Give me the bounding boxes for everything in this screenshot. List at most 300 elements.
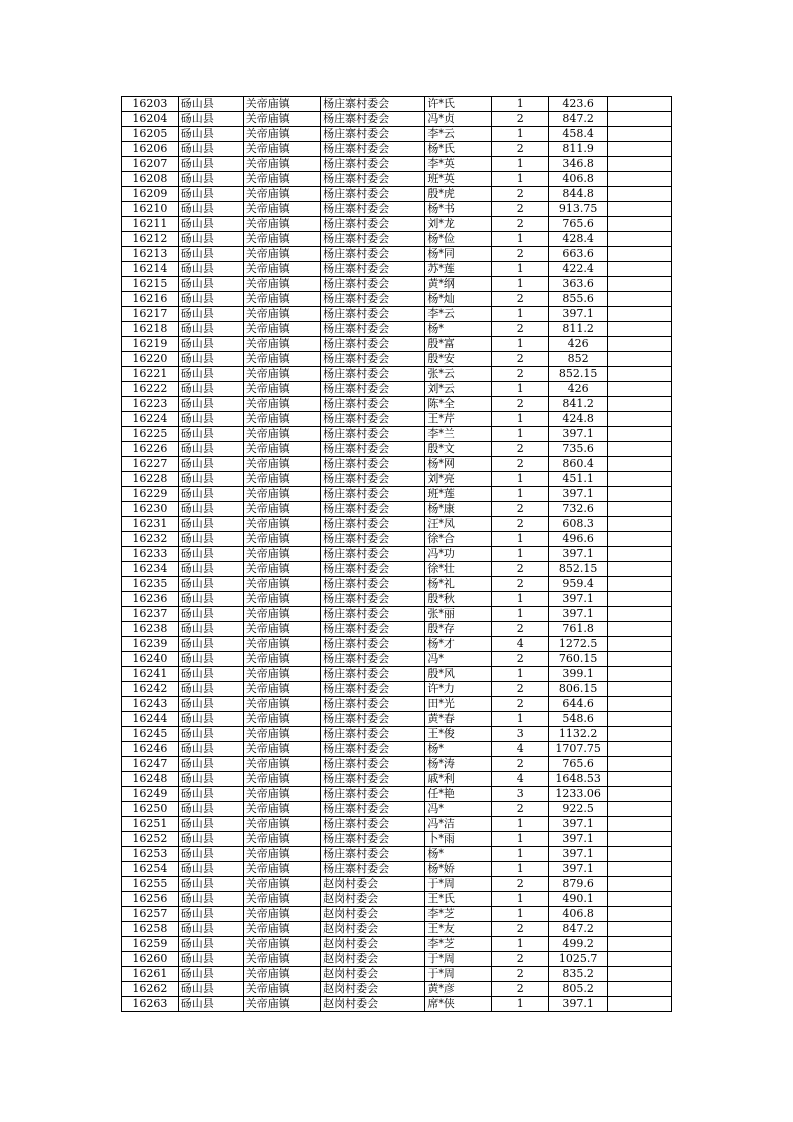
county-cell: 砀山县: [178, 292, 243, 307]
table-row: [122, 307, 672, 322]
table-row: [122, 247, 672, 262]
county-cell: 砀山县: [178, 562, 243, 577]
amount-cell: 735.6: [549, 442, 608, 457]
village-cell: 杨庄寨村委会: [321, 742, 425, 757]
table-row: [122, 562, 672, 577]
county-cell: 砀山县: [178, 262, 243, 277]
table-row: [122, 547, 672, 562]
name-cell: 杨*氏: [425, 142, 492, 157]
row-id-cell: 16255: [122, 877, 179, 892]
household-count-cell: 2: [492, 967, 549, 982]
row-id-cell: 16231: [122, 517, 179, 532]
amount-cell: 397.1: [549, 427, 608, 442]
name-cell: 苏*莲: [425, 262, 492, 277]
county-cell: 砀山县: [178, 502, 243, 517]
amount-cell: 397.1: [549, 862, 608, 877]
blank-cell: [607, 577, 671, 592]
blank-cell: [607, 337, 671, 352]
county-cell: 砀山县: [178, 877, 243, 892]
table-row: [122, 367, 672, 382]
household-count-cell: 2: [492, 802, 549, 817]
row-id-cell: 16248: [122, 772, 179, 787]
row-id-cell: 16247: [122, 757, 179, 772]
village-cell: 杨庄寨村委会: [321, 862, 425, 877]
blank-cell: [607, 292, 671, 307]
name-cell: 于*周: [425, 952, 492, 967]
amount-cell: 346.8: [549, 157, 608, 172]
table-row: [122, 697, 672, 712]
town-cell: 关帝庙镇: [243, 937, 320, 952]
household-count-cell: 1: [492, 232, 549, 247]
name-cell: 卜*雨: [425, 832, 492, 847]
county-cell: 砀山县: [178, 307, 243, 322]
village-cell: 杨庄寨村委会: [321, 292, 425, 307]
village-cell: 杨庄寨村委会: [321, 322, 425, 337]
village-cell: 杨庄寨村委会: [321, 757, 425, 772]
household-count-cell: 2: [492, 352, 549, 367]
county-cell: 砀山县: [178, 517, 243, 532]
town-cell: 关帝庙镇: [243, 637, 320, 652]
name-cell: 杨*娇: [425, 862, 492, 877]
town-cell: 关帝庙镇: [243, 952, 320, 967]
row-id-cell: 16249: [122, 787, 179, 802]
row-id-cell: 16221: [122, 367, 179, 382]
county-cell: 砀山县: [178, 622, 243, 637]
blank-cell: [607, 802, 671, 817]
name-cell: 殷*存: [425, 622, 492, 637]
table-row: [122, 757, 672, 772]
table-row: [122, 907, 672, 922]
table-row: [122, 457, 672, 472]
household-count-cell: 1: [492, 382, 549, 397]
town-cell: 关帝庙镇: [243, 907, 320, 922]
town-cell: 关帝庙镇: [243, 202, 320, 217]
table-row: [122, 187, 672, 202]
table-row: [122, 502, 672, 517]
blank-cell: [607, 922, 671, 937]
household-count-cell: 2: [492, 397, 549, 412]
household-count-cell: 2: [492, 322, 549, 337]
village-cell: 杨庄寨村委会: [321, 697, 425, 712]
county-cell: 砀山县: [178, 652, 243, 667]
row-id-cell: 16205: [122, 127, 179, 142]
county-cell: 砀山县: [178, 472, 243, 487]
town-cell: 关帝庙镇: [243, 922, 320, 937]
table-row: [122, 607, 672, 622]
household-count-cell: 2: [492, 142, 549, 157]
household-count-cell: 1: [492, 172, 549, 187]
village-cell: 杨庄寨村委会: [321, 262, 425, 277]
county-cell: 砀山县: [178, 817, 243, 832]
town-cell: 关帝庙镇: [243, 157, 320, 172]
name-cell: 杨*网: [425, 457, 492, 472]
county-cell: 砀山县: [178, 367, 243, 382]
household-count-cell: 1: [492, 157, 549, 172]
household-count-cell: 1: [492, 937, 549, 952]
household-count-cell: 1: [492, 712, 549, 727]
household-count-cell: 1: [492, 307, 549, 322]
village-cell: 杨庄寨村委会: [321, 562, 425, 577]
blank-cell: [607, 742, 671, 757]
household-count-cell: 2: [492, 217, 549, 232]
blank-cell: [607, 937, 671, 952]
table-row: [122, 712, 672, 727]
name-cell: 戚*利: [425, 772, 492, 787]
blank-cell: [607, 532, 671, 547]
village-cell: 赵岗村委会: [321, 997, 425, 1012]
town-cell: 关帝庙镇: [243, 562, 320, 577]
row-id-cell: 16232: [122, 532, 179, 547]
county-cell: 砀山县: [178, 277, 243, 292]
name-cell: 任*艳: [425, 787, 492, 802]
name-cell: 陈*全: [425, 397, 492, 412]
table-row: [122, 967, 672, 982]
name-cell: 班*英: [425, 172, 492, 187]
county-cell: 砀山县: [178, 787, 243, 802]
table-row: [122, 577, 672, 592]
name-cell: 黄*彦: [425, 982, 492, 997]
household-count-cell: 1: [492, 847, 549, 862]
table-row: [122, 667, 672, 682]
row-id-cell: 16233: [122, 547, 179, 562]
amount-cell: 397.1: [549, 547, 608, 562]
household-count-cell: 4: [492, 772, 549, 787]
blank-cell: [607, 322, 671, 337]
county-cell: 砀山县: [178, 727, 243, 742]
table-row: [122, 442, 672, 457]
amount-cell: 397.1: [549, 592, 608, 607]
village-cell: 杨庄寨村委会: [321, 847, 425, 862]
row-id-cell: 16216: [122, 292, 179, 307]
row-id-cell: 16253: [122, 847, 179, 862]
name-cell: 张*云: [425, 367, 492, 382]
county-cell: 砀山县: [178, 847, 243, 862]
table-row: [122, 742, 672, 757]
blank-cell: [607, 697, 671, 712]
household-count-cell: 1: [492, 907, 549, 922]
county-cell: 砀山县: [178, 667, 243, 682]
name-cell: 李*兰: [425, 427, 492, 442]
household-count-cell: 3: [492, 787, 549, 802]
town-cell: 关帝庙镇: [243, 592, 320, 607]
village-cell: 杨庄寨村委会: [321, 547, 425, 562]
household-count-cell: 1: [492, 427, 549, 442]
name-cell: 许*力: [425, 682, 492, 697]
household-count-cell: 1: [492, 487, 549, 502]
household-count-cell: 1: [492, 127, 549, 142]
table-row: [122, 157, 672, 172]
village-cell: 杨庄寨村委会: [321, 112, 425, 127]
village-cell: 杨庄寨村委会: [321, 142, 425, 157]
amount-cell: 761.8: [549, 622, 608, 637]
town-cell: 关帝庙镇: [243, 352, 320, 367]
town-cell: 关帝庙镇: [243, 697, 320, 712]
name-cell: 李*英: [425, 157, 492, 172]
town-cell: 关帝庙镇: [243, 127, 320, 142]
household-count-cell: 2: [492, 682, 549, 697]
village-cell: 杨庄寨村委会: [321, 367, 425, 382]
row-id-cell: 16234: [122, 562, 179, 577]
row-id-cell: 16207: [122, 157, 179, 172]
county-cell: 砀山县: [178, 142, 243, 157]
name-cell: 徐*壮: [425, 562, 492, 577]
row-id-cell: 16212: [122, 232, 179, 247]
amount-cell: 663.6: [549, 247, 608, 262]
household-count-cell: 1: [492, 997, 549, 1012]
blank-cell: [607, 817, 671, 832]
table-row: [122, 112, 672, 127]
name-cell: 杨*涛: [425, 757, 492, 772]
household-count-cell: 4: [492, 742, 549, 757]
village-cell: 杨庄寨村委会: [321, 712, 425, 727]
town-cell: 关帝庙镇: [243, 337, 320, 352]
amount-cell: 426: [549, 337, 608, 352]
name-cell: 李*云: [425, 127, 492, 142]
blank-cell: [607, 217, 671, 232]
amount-cell: 847.2: [549, 112, 608, 127]
blank-cell: [607, 142, 671, 157]
blank-cell: [607, 712, 671, 727]
row-id-cell: 16258: [122, 922, 179, 937]
row-id-cell: 16244: [122, 712, 179, 727]
blank-cell: [607, 757, 671, 772]
row-id-cell: 16227: [122, 457, 179, 472]
household-count-cell: 3: [492, 727, 549, 742]
row-id-cell: 16228: [122, 472, 179, 487]
name-cell: 李*芝: [425, 907, 492, 922]
amount-cell: 363.6: [549, 277, 608, 292]
household-count-cell: 1: [492, 862, 549, 877]
county-cell: 砀山县: [178, 772, 243, 787]
county-cell: 砀山县: [178, 427, 243, 442]
blank-cell: [607, 967, 671, 982]
town-cell: 关帝庙镇: [243, 787, 320, 802]
household-count-cell: 2: [492, 517, 549, 532]
table-row: [122, 922, 672, 937]
row-id-cell: 16238: [122, 622, 179, 637]
town-cell: 关帝庙镇: [243, 772, 320, 787]
table-row: [122, 127, 672, 142]
name-cell: 冯*: [425, 802, 492, 817]
amount-cell: 397.1: [549, 832, 608, 847]
table-row: [122, 487, 672, 502]
blank-cell: [607, 412, 671, 427]
amount-cell: 841.2: [549, 397, 608, 412]
blank-cell: [607, 637, 671, 652]
blank-cell: [607, 367, 671, 382]
household-count-cell: 1: [492, 607, 549, 622]
name-cell: 殷*秋: [425, 592, 492, 607]
county-cell: 砀山县: [178, 937, 243, 952]
town-cell: 关帝庙镇: [243, 832, 320, 847]
village-cell: 杨庄寨村委会: [321, 682, 425, 697]
blank-cell: [607, 397, 671, 412]
blank-cell: [607, 112, 671, 127]
village-cell: 杨庄寨村委会: [321, 277, 425, 292]
village-cell: 杨庄寨村委会: [321, 172, 425, 187]
county-cell: 砀山县: [178, 352, 243, 367]
town-cell: 关帝庙镇: [243, 457, 320, 472]
town-cell: 关帝庙镇: [243, 577, 320, 592]
village-cell: 杨庄寨村委会: [321, 727, 425, 742]
village-cell: 杨庄寨村委会: [321, 607, 425, 622]
table-row: [122, 847, 672, 862]
household-count-cell: 1: [492, 262, 549, 277]
blank-cell: [607, 607, 671, 622]
blank-cell: [607, 442, 671, 457]
table-row: [122, 382, 672, 397]
amount-cell: 732.6: [549, 502, 608, 517]
town-cell: 关帝庙镇: [243, 967, 320, 982]
name-cell: 殷*虎: [425, 187, 492, 202]
village-cell: 杨庄寨村委会: [321, 457, 425, 472]
table-row: [122, 682, 672, 697]
name-cell: 杨*才: [425, 637, 492, 652]
amount-cell: 397.1: [549, 847, 608, 862]
village-cell: 杨庄寨村委会: [321, 532, 425, 547]
row-id-cell: 16219: [122, 337, 179, 352]
name-cell: 杨*: [425, 322, 492, 337]
amount-cell: 397.1: [549, 307, 608, 322]
table-row: [122, 892, 672, 907]
name-cell: 李*云: [425, 307, 492, 322]
town-cell: 关帝庙镇: [243, 607, 320, 622]
village-cell: 杨庄寨村委会: [321, 187, 425, 202]
village-cell: 杨庄寨村委会: [321, 652, 425, 667]
amount-cell: 397.1: [549, 487, 608, 502]
blank-cell: [607, 862, 671, 877]
household-count-cell: 1: [492, 667, 549, 682]
blank-cell: [607, 97, 671, 112]
town-cell: 关帝庙镇: [243, 232, 320, 247]
table-body: [122, 97, 672, 1012]
amount-cell: 490.1: [549, 892, 608, 907]
table-row: [122, 337, 672, 352]
name-cell: 李*芝: [425, 937, 492, 952]
table-row: [122, 787, 672, 802]
table-row: [122, 727, 672, 742]
row-id-cell: 16222: [122, 382, 179, 397]
blank-cell: [607, 352, 671, 367]
name-cell: 殷*文: [425, 442, 492, 457]
table-row: [122, 412, 672, 427]
town-cell: 关帝庙镇: [243, 97, 320, 112]
town-cell: 关帝庙镇: [243, 277, 320, 292]
village-cell: 赵岗村委会: [321, 907, 425, 922]
blank-cell: [607, 487, 671, 502]
blank-cell: [607, 682, 671, 697]
table-row: [122, 172, 672, 187]
row-id-cell: 16262: [122, 982, 179, 997]
name-cell: 杨*书: [425, 202, 492, 217]
county-cell: 砀山县: [178, 892, 243, 907]
county-cell: 砀山县: [178, 922, 243, 937]
town-cell: 关帝庙镇: [243, 742, 320, 757]
name-cell: 黄*春: [425, 712, 492, 727]
town-cell: 关帝庙镇: [243, 292, 320, 307]
row-id-cell: 16259: [122, 937, 179, 952]
row-id-cell: 16236: [122, 592, 179, 607]
name-cell: 汪*凤: [425, 517, 492, 532]
blank-cell: [607, 727, 671, 742]
household-count-cell: 2: [492, 112, 549, 127]
town-cell: 关帝庙镇: [243, 262, 320, 277]
household-count-cell: 2: [492, 652, 549, 667]
village-cell: 杨庄寨村委会: [321, 217, 425, 232]
blank-cell: [607, 952, 671, 967]
county-cell: 砀山县: [178, 907, 243, 922]
name-cell: 徐*合: [425, 532, 492, 547]
table-row: [122, 832, 672, 847]
household-count-cell: 1: [492, 97, 549, 112]
county-cell: 砀山县: [178, 397, 243, 412]
village-cell: 杨庄寨村委会: [321, 442, 425, 457]
name-cell: 张*丽: [425, 607, 492, 622]
blank-cell: [607, 472, 671, 487]
table-row: [122, 877, 672, 892]
household-count-cell: 2: [492, 952, 549, 967]
table-row: [122, 232, 672, 247]
name-cell: 冯*洁: [425, 817, 492, 832]
amount-cell: 422.4: [549, 262, 608, 277]
table-row: [122, 517, 672, 532]
village-cell: 赵岗村委会: [321, 937, 425, 952]
blank-cell: [607, 232, 671, 247]
row-id-cell: 16203: [122, 97, 179, 112]
amount-cell: 1272.5: [549, 637, 608, 652]
row-id-cell: 16204: [122, 112, 179, 127]
name-cell: 殷*风: [425, 667, 492, 682]
table-row: [122, 262, 672, 277]
town-cell: 关帝庙镇: [243, 682, 320, 697]
county-cell: 砀山县: [178, 802, 243, 817]
table-row: [122, 982, 672, 997]
village-cell: 杨庄寨村委会: [321, 157, 425, 172]
blank-cell: [607, 382, 671, 397]
blank-cell: [607, 907, 671, 922]
amount-cell: 1025.7: [549, 952, 608, 967]
blank-cell: [607, 202, 671, 217]
town-cell: 关帝庙镇: [243, 847, 320, 862]
row-id-cell: 16240: [122, 652, 179, 667]
amount-cell: 423.6: [549, 97, 608, 112]
town-cell: 关帝庙镇: [243, 502, 320, 517]
amount-cell: 1132.2: [549, 727, 608, 742]
village-cell: 杨庄寨村委会: [321, 397, 425, 412]
county-cell: 砀山县: [178, 202, 243, 217]
row-id-cell: 16245: [122, 727, 179, 742]
name-cell: 田*光: [425, 697, 492, 712]
county-cell: 砀山县: [178, 247, 243, 262]
town-cell: 关帝庙镇: [243, 712, 320, 727]
village-cell: 赵岗村委会: [321, 892, 425, 907]
row-id-cell: 16230: [122, 502, 179, 517]
row-id-cell: 16237: [122, 607, 179, 622]
county-cell: 砀山县: [178, 322, 243, 337]
blank-cell: [607, 592, 671, 607]
town-cell: 关帝庙镇: [243, 997, 320, 1012]
village-cell: 杨庄寨村委会: [321, 97, 425, 112]
name-cell: 班*莲: [425, 487, 492, 502]
county-cell: 砀山县: [178, 112, 243, 127]
blank-cell: [607, 127, 671, 142]
household-count-cell: 2: [492, 697, 549, 712]
name-cell: 刘*龙: [425, 217, 492, 232]
table-row: [122, 397, 672, 412]
county-cell: 砀山县: [178, 637, 243, 652]
row-id-cell: 16246: [122, 742, 179, 757]
row-id-cell: 16241: [122, 667, 179, 682]
